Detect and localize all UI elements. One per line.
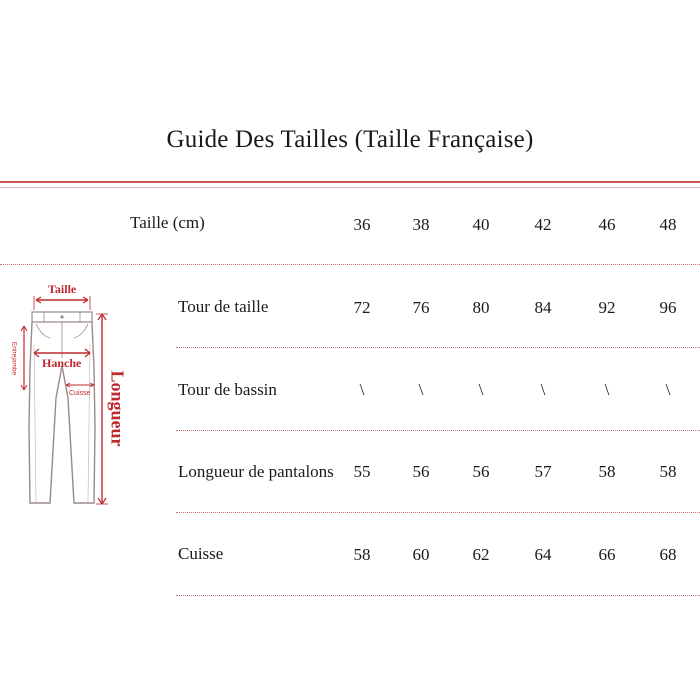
table-cell: 80 [472, 298, 490, 317]
table-cell: 96 [659, 298, 677, 317]
table-cell: 58 [659, 462, 677, 481]
table-cell: 56 [412, 462, 430, 481]
row-divider [176, 347, 700, 348]
page-title: Guide Des Tailles (Taille Française) [166, 126, 534, 153]
diagram-label-entrejambe: Entrejambe [10, 341, 18, 376]
table-cell: 60 [412, 545, 430, 564]
diagram-label-taille: Taille [48, 282, 77, 296]
size-header-42: 42 [534, 215, 552, 234]
title-divider [0, 181, 700, 183]
table-cell: 56 [472, 462, 490, 481]
table-cell: 76 [412, 298, 430, 317]
diagram-label-hanche: Hanche [42, 356, 82, 370]
table-cell: \ [665, 380, 671, 399]
table-cell: 92 [598, 298, 616, 317]
size-header-36: 36 [353, 215, 371, 234]
size-header-46: 46 [598, 215, 616, 234]
table-cell: 62 [472, 545, 490, 564]
table-cell: \ [540, 380, 546, 399]
table-cell: 68 [659, 545, 677, 564]
table-cell: \ [478, 380, 484, 399]
table-cell: \ [604, 380, 610, 399]
row-label-longueur-de-pantalons: Longueur de pantalons [178, 462, 334, 481]
size-header-48: 48 [659, 215, 677, 234]
size-header-label: Taille (cm) [130, 213, 205, 232]
table-cell: 72 [353, 298, 371, 317]
table-cell: 64 [534, 545, 552, 564]
table-cell: 58 [598, 462, 616, 481]
size-header-38: 38 [412, 215, 430, 234]
table-cell: 66 [598, 545, 616, 564]
table-cell: \ [359, 380, 365, 399]
row-label-cuisse: Cuisse [178, 544, 224, 563]
table-cell: \ [418, 380, 424, 399]
title-divider-thin [0, 187, 700, 188]
row-label-tour-de-bassin: Tour de bassin [178, 380, 277, 399]
table-cell: 84 [534, 298, 552, 317]
row-divider [176, 512, 700, 513]
row-label-tour-de-taille: Tour de taille [178, 297, 269, 316]
table-cell: 55 [353, 462, 371, 481]
row-divider [176, 430, 700, 431]
table-cell: 57 [534, 462, 552, 481]
header-divider [0, 264, 700, 265]
diagram-label-cuisse: Cuisse [69, 390, 91, 397]
size-header-40: 40 [472, 215, 490, 234]
table-cell: 58 [353, 545, 371, 564]
pants-measurement-diagram [0, 278, 130, 513]
row-divider [176, 595, 700, 596]
diagram-label-longueur: Longueur [107, 370, 128, 447]
